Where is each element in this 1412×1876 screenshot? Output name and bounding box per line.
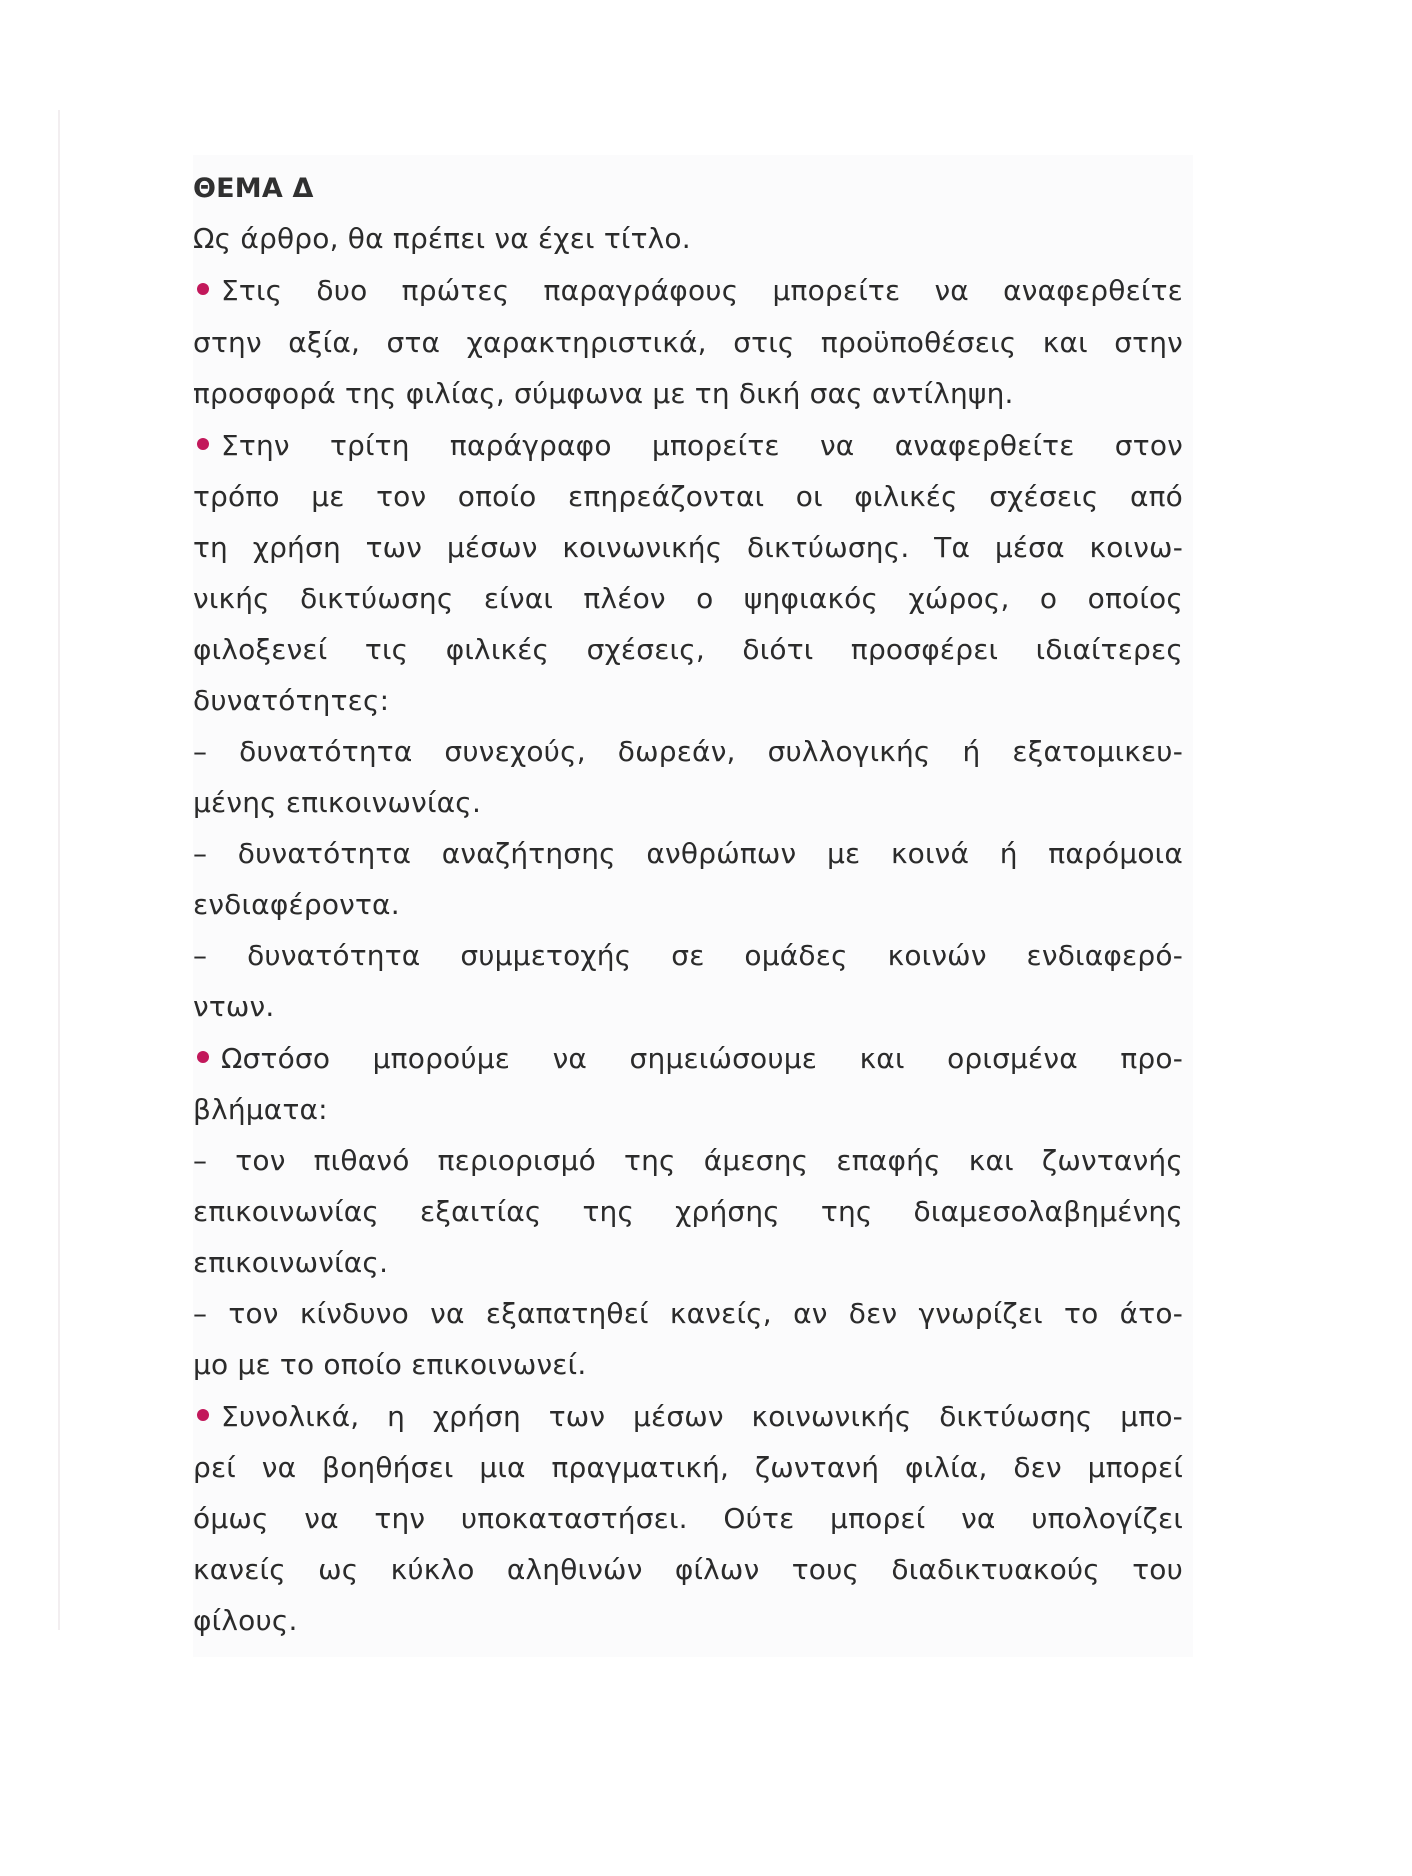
- text-line: επικοινωνίας εξαιτίας της χρήσης της διαμεσολαβημένης: [193, 1195, 1183, 1228]
- bullet-line-1: [193, 271, 1183, 311]
- text-line: – δυνατότητα συνεχούς, δωρεάν, συλλογικής ή εξατομικευ-: [193, 735, 1183, 768]
- text-line: φίλους.: [193, 1604, 298, 1637]
- text-line: κανείς ως κύκλο αληθινών φίλων τους διαδικτυακούς του: [193, 1553, 1183, 1586]
- bullet-dot: [197, 1051, 209, 1063]
- text-line: ενδιαφέροντα.: [193, 888, 400, 921]
- text-line: – τον πιθανό περιορισμό της άμεσης επαφής και ζωντανής: [193, 1144, 1183, 1177]
- document-text-block: [193, 155, 1193, 1657]
- scan-edge: [58, 110, 60, 1630]
- text-line: δυνατότητες:: [193, 684, 390, 717]
- text-line: βλήματα:: [193, 1093, 328, 1126]
- text-line: όμως να την υποκαταστήσει. Ούτε μπορεί να υπολογίζει: [193, 1502, 1183, 1535]
- text-line: μένης επικοινωνίας.: [193, 786, 482, 819]
- text-line: – τον κίνδυνο να εξαπατηθεί κανείς, αν δεν γνωρίζει το άτο-: [193, 1297, 1183, 1330]
- text-line: Συνολικά, η χρήση των μέσων κοινωνικής δικτύωσης μπο-: [221, 1400, 1183, 1433]
- bullet-line-3: [193, 1039, 1183, 1079]
- text-line: μο με το οποίο επικοινωνεί.: [193, 1348, 587, 1381]
- bullet-dot: [197, 283, 209, 295]
- text-line: επικοινωνίας.: [193, 1246, 389, 1279]
- bullet-line-4: [193, 1397, 1183, 1437]
- text-line: ντων.: [193, 990, 275, 1023]
- intro-line: Ως άρθρο, θα πρέπει να έχει τίτλο.: [193, 222, 691, 255]
- text-line: προσφορά της φιλίας, σύμφωνα με τη δική σας αντίληψη.: [193, 377, 1014, 410]
- text-line: νικής δικτύωσης είναι πλέον ο ψηφιακός χώρος, ο οποίος: [193, 582, 1183, 615]
- bullet-dot: [197, 438, 209, 450]
- text-line: ρεί να βοηθήσει μια πραγματική, ζωντανή φιλία, δεν μπορεί: [193, 1451, 1183, 1484]
- text-line: τη χρήση των μέσων κοινωνικής δικτύωσης. Τα μέσα κοινω-: [193, 531, 1183, 564]
- text-line: – δυνατότητα αναζήτησης ανθρώπων με κοινά ή παρόμοια: [193, 837, 1183, 870]
- bullet-line-2: [193, 426, 1183, 466]
- page-heading: ΘΕΜΑ Δ: [193, 173, 314, 204]
- text-line: φιλοξενεί τις φιλικές σχέσεις, διότι προσφέρει ιδιαίτερες: [193, 633, 1183, 666]
- text-line: στην αξία, στα χαρακτηριστικά, στις προϋποθέσεις και στην: [193, 326, 1183, 359]
- text-line: Ωστόσο μπορούμε να σημειώσουμε και ορισμένα προ-: [221, 1042, 1183, 1075]
- text-line: Στην τρίτη παράγραφο μπορείτε να αναφερθείτε στον: [221, 429, 1183, 462]
- text-line: τρόπο με τον οποίο επηρεάζονται οι φιλικές σχέσεις από: [193, 480, 1183, 513]
- text-line: Στις δυο πρώτες παραγράφους μπορείτε να αναφερθείτε: [221, 274, 1183, 307]
- text-line: – δυνατότητα συμμετοχής σε ομάδες κοινών ενδιαφερό-: [193, 939, 1183, 972]
- bullet-dot: [197, 1409, 209, 1421]
